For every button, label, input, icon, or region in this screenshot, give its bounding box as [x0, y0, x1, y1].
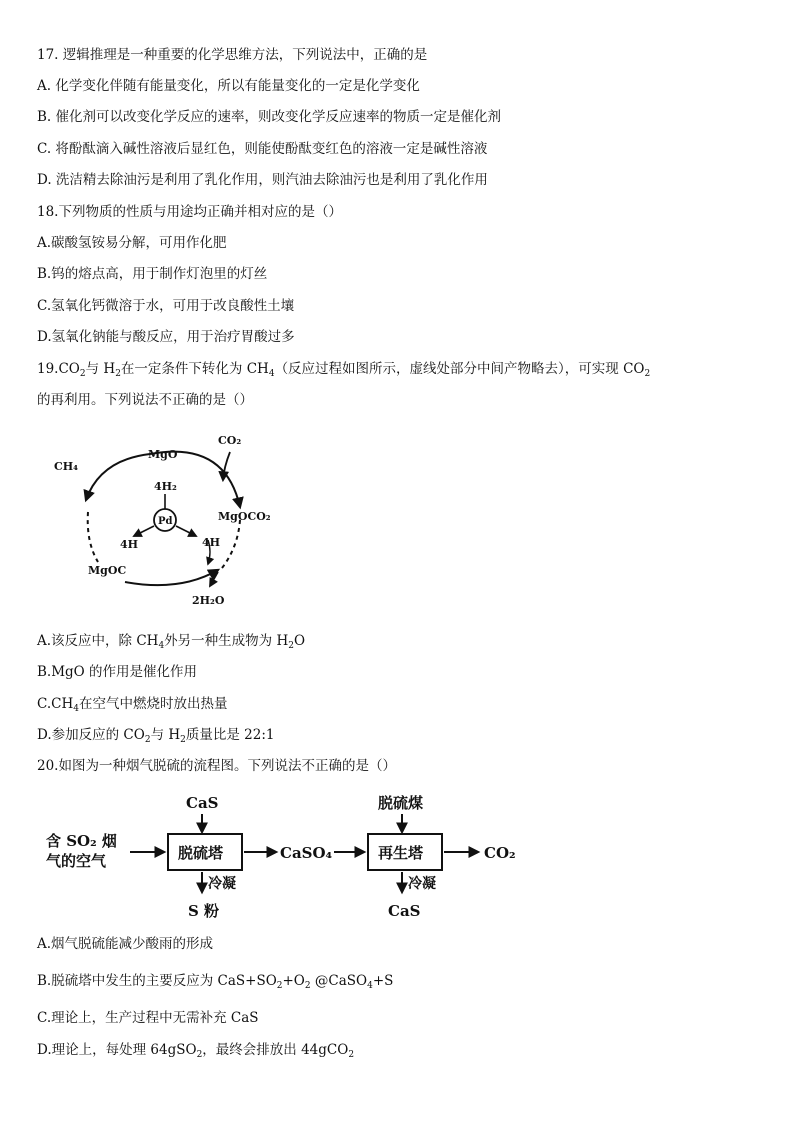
- label-pd: Pd: [158, 516, 173, 527]
- q20-option-b: B.脱硫塔中发生的主要反应为 $CaS+SO_2+O_2$ @CaSO$_4$+S: [37, 973, 394, 991]
- q18-stem: 18.下列物质的性质与用途均正确并相对应的是（）: [37, 204, 342, 220]
- flow-cond2: 冷凝: [408, 876, 436, 892]
- q19-option-c: $C.CH_4$在空气中燃烧时放出热量: [37, 696, 228, 714]
- flow-input-line1: 含 SO₂ 烟: [46, 832, 117, 850]
- q17-option-c: C. 将酚酞滴入碱性溶液后显红色，则能使酚酞变红色的溶液一定是碱性溶液: [37, 141, 488, 157]
- q20-option-d: D.理论上，每处理 64gSO$_2$，最终会排放出 44gCO$_2$: [37, 1042, 355, 1060]
- q17-option-a: A. 化学变化伴随有能量变化，所以有能量变化的一定是化学变化: [37, 78, 420, 94]
- pd-to-4h-right: [176, 526, 196, 536]
- pd-to-4h-left: [134, 526, 154, 536]
- flow-input-line2: 气的空气: [46, 852, 107, 870]
- label-ch4: CH₄: [54, 460, 78, 473]
- q20-stem: 20.如图为一种烟气脱硫的流程图。下列说法不正确的是（）: [37, 758, 396, 774]
- q19-option-d: D.参加反应的 $CO_2$与 $H_2$质量比是 22:1: [37, 727, 275, 745]
- flow-tower1: 脱硫塔: [178, 844, 224, 862]
- flow-cas-in: CaS: [186, 794, 219, 812]
- cycle-arc-top-left: [86, 454, 150, 500]
- flow-caso4: CaSO₄: [280, 844, 333, 862]
- label-mgoco2: MgOCO₂: [218, 510, 271, 523]
- q19-stem-line2: 的再利用。下列说法不正确的是（）: [37, 392, 253, 408]
- label-4h2: 4H₂: [154, 480, 177, 493]
- cycle-arc-bottom: [125, 570, 218, 585]
- label-4h-left: 4H: [120, 538, 139, 551]
- q17-option-d: D. 洗洁精去除油污是利用了乳化作用，则汽油去除油污也是利用了乳化作用: [37, 172, 488, 188]
- q20-option-a: A.烟气脱硫能减少酸雨的形成: [37, 936, 214, 952]
- flow-co2: CO₂: [484, 844, 516, 862]
- q20-option-c: C.理论上，生产过程中无需补充 CaS: [37, 1010, 259, 1026]
- flow-tower2: 再生塔: [378, 844, 424, 862]
- label-co2: CO₂: [218, 434, 242, 447]
- cycle-dashed-left: [88, 512, 98, 562]
- reaction-cycle-diagram: [40, 422, 300, 612]
- q18-option-c: C.氢氧化钙微溶于水，可用于改良酸性土壤: [37, 298, 295, 314]
- desulfurization-flow-diagram: [38, 788, 528, 926]
- flow-cas-out: CaS: [388, 902, 421, 920]
- q17-option-b: B. 催化剂可以改变化学反应的速率，则改变化学反应速率的物质一定是催化剂: [37, 109, 502, 125]
- q17-stem: 17. 逻辑推理是一种重要的化学思维方法，下列说法中，正确的是: [37, 47, 428, 63]
- flow-s-powder: S 粉: [188, 902, 220, 920]
- flow-coal: 脱硫煤: [378, 794, 424, 812]
- label-mgoc: MgOC: [88, 564, 127, 577]
- q19-option-b: B.MgO 的作用是催化作用: [37, 664, 198, 680]
- q18-option-b: B.钨的熔点高，用于制作灯泡里的灯丝: [37, 266, 268, 282]
- flow-cond1: 冷凝: [208, 876, 236, 892]
- q19-option-a: A.该反应中，除 $CH_4$外另一种生成物为 $H_2O$: [37, 633, 306, 651]
- label-4h-right: 4H: [202, 536, 221, 549]
- label-2h2o: 2H₂O: [192, 594, 225, 607]
- q19-stem: $19.CO_2$与 $H_2$在一定条件下转化为 $CH_4$（反应过程如图所示，虚线处部分中间产物略去），可实现 $CO_2$: [37, 361, 651, 379]
- q18-option-d: D.氢氧化钠能与酸反应，用于治疗胃酸过多: [37, 329, 295, 345]
- q18-option-a: A.碳酸氢铵易分解，可用作化肥: [37, 235, 227, 251]
- label-mgo: MgO: [148, 448, 178, 461]
- cycle-dashed-right: [222, 520, 240, 568]
